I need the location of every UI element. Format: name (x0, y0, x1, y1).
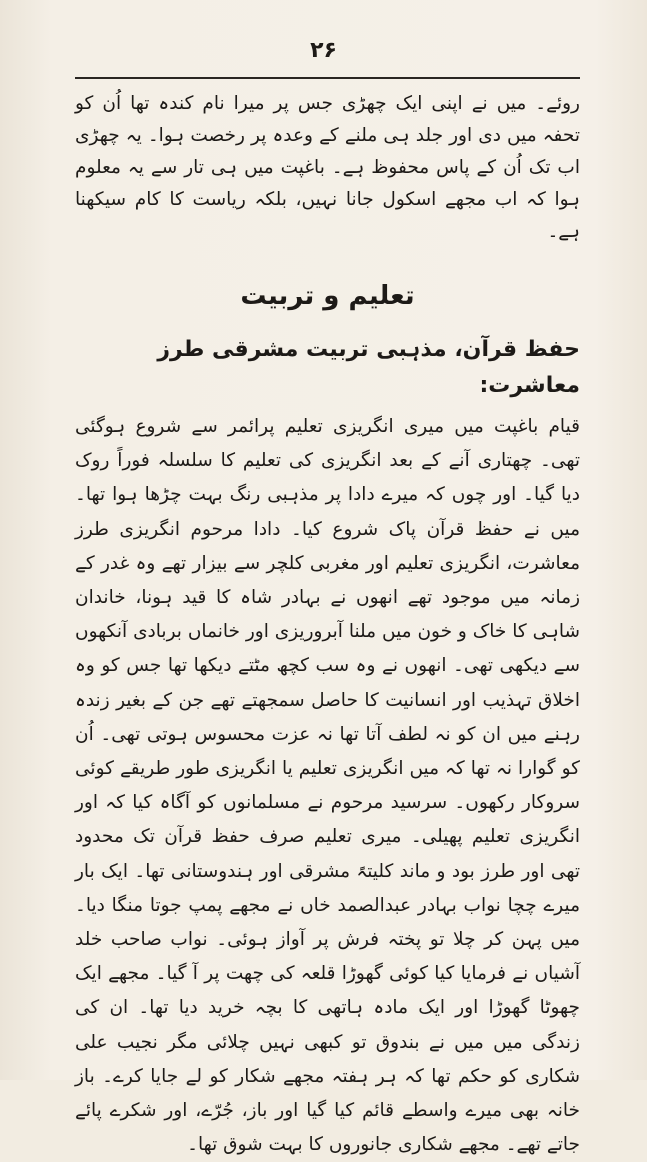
page-number: ۲۶ (310, 38, 337, 63)
section-body: قیام باغپت میں میری انگریزی تعلیم پرائمر سے شروع ہوگئی تھی۔ چھتاری آنے کے بعد انگریزی کی تعلیم کا سلسلہ فوراً روک دیا گیا۔ اور چوں کہ میرے دادا پر مذہبی رنگ بہت چڑھا ہوا تھا۔ میں نے حفظ قرآن پاک شروع کیا۔ دادا مرحوم انگریزی طرز معاشرت، انگریزی تعلیم اور مغربی کلچر سے بیزار تھے وہ غدر کے زمانہ میں موجود تھے انھوں نے بہادر شاہ کا قید ہونا، خاندان شاہی کا خاک و خون میں ملنا آبروریزی اور خانماں بربادی آنکھوں سے دیکھی تھی۔ انھوں نے وہ سب کچھ مٹتے دیکھا تھا جس کو وہ اخلاق تہذیب اور انسانیت کا حاصل سمجھتے تھے جن کے بغیر زندہ رہنے میں ان کو نہ لطف آتا تھا نہ عزت محسوس ہوتی تھی۔ اُن کو گوارا نہ تھا کہ میں انگریزی تعلیم یا انگریزی طور طریقے کوئی سروکار رکھوں۔ سرسید مرحوم نے مسلمانوں کو آگاہ کیا کہ اور انگریزی تعلیم پھیلی۔ میری تعلیم صرف حفظ قرآن تک محدود تھی اور طرز بود و ماند کلیتہً مشرقی اور ہندوستانی تھا۔ ایک بار میرے چچا نواب بہادر عبدالصمد خاں نے مجھے پمپ جوتا منگا دیا۔ میں پہن کر چلا تو پختہ فرش پر آواز ہوئی۔ نواب صاحب خلد آشیاں نے فرمایا کیا کوئی گھوڑا قلعہ کی چھت پر آ گیا۔ مجھے ایک چھوٹا گھوڑا اور ایک مادہ ہاتھی کا بچہ خرید دیا تھا۔ ان کی زندگی میں میں نے بندوق تو کبھی نہیں چلائی مگر نجیب علی شکاری کو حکم تھا کہ ہر ہفتہ مجھے شکار کو لے جایا کرے۔ باز خانہ بھی میرے واسطے قائم کیا گیا اور باز، جُرّے، اور شکرے پائے جاتے تھے۔ مجھے شکاری جانوروں کا بہت شوق تھا۔ (75, 416, 580, 1156)
header-rule (75, 77, 580, 79)
section-title: تعلیم و تربیت (240, 281, 415, 311)
intro-paragraph: روئے۔ میں نے اپنی ایک چھڑی جس پر میرا نام کندہ تھا اُن کو تحفہ میں دی اور جلد ہی ملنے کے وعدہ پر رخصت ہوا۔ یہ چھڑی اب تک اُن کے پاس محفوظ ہے۔ باغپت میں ہی تار سے یہ معلوم ہوا کہ اب مجھے اسکول جانا نہیں، بلکہ ریاست کا کام سیکھنا ہے۔ (75, 93, 580, 242)
section-subtitle: حفظ قرآن، مذہبی تربیت مشرقی طرز معاشرت: (157, 337, 580, 398)
page-content (75, 88, 580, 1162)
